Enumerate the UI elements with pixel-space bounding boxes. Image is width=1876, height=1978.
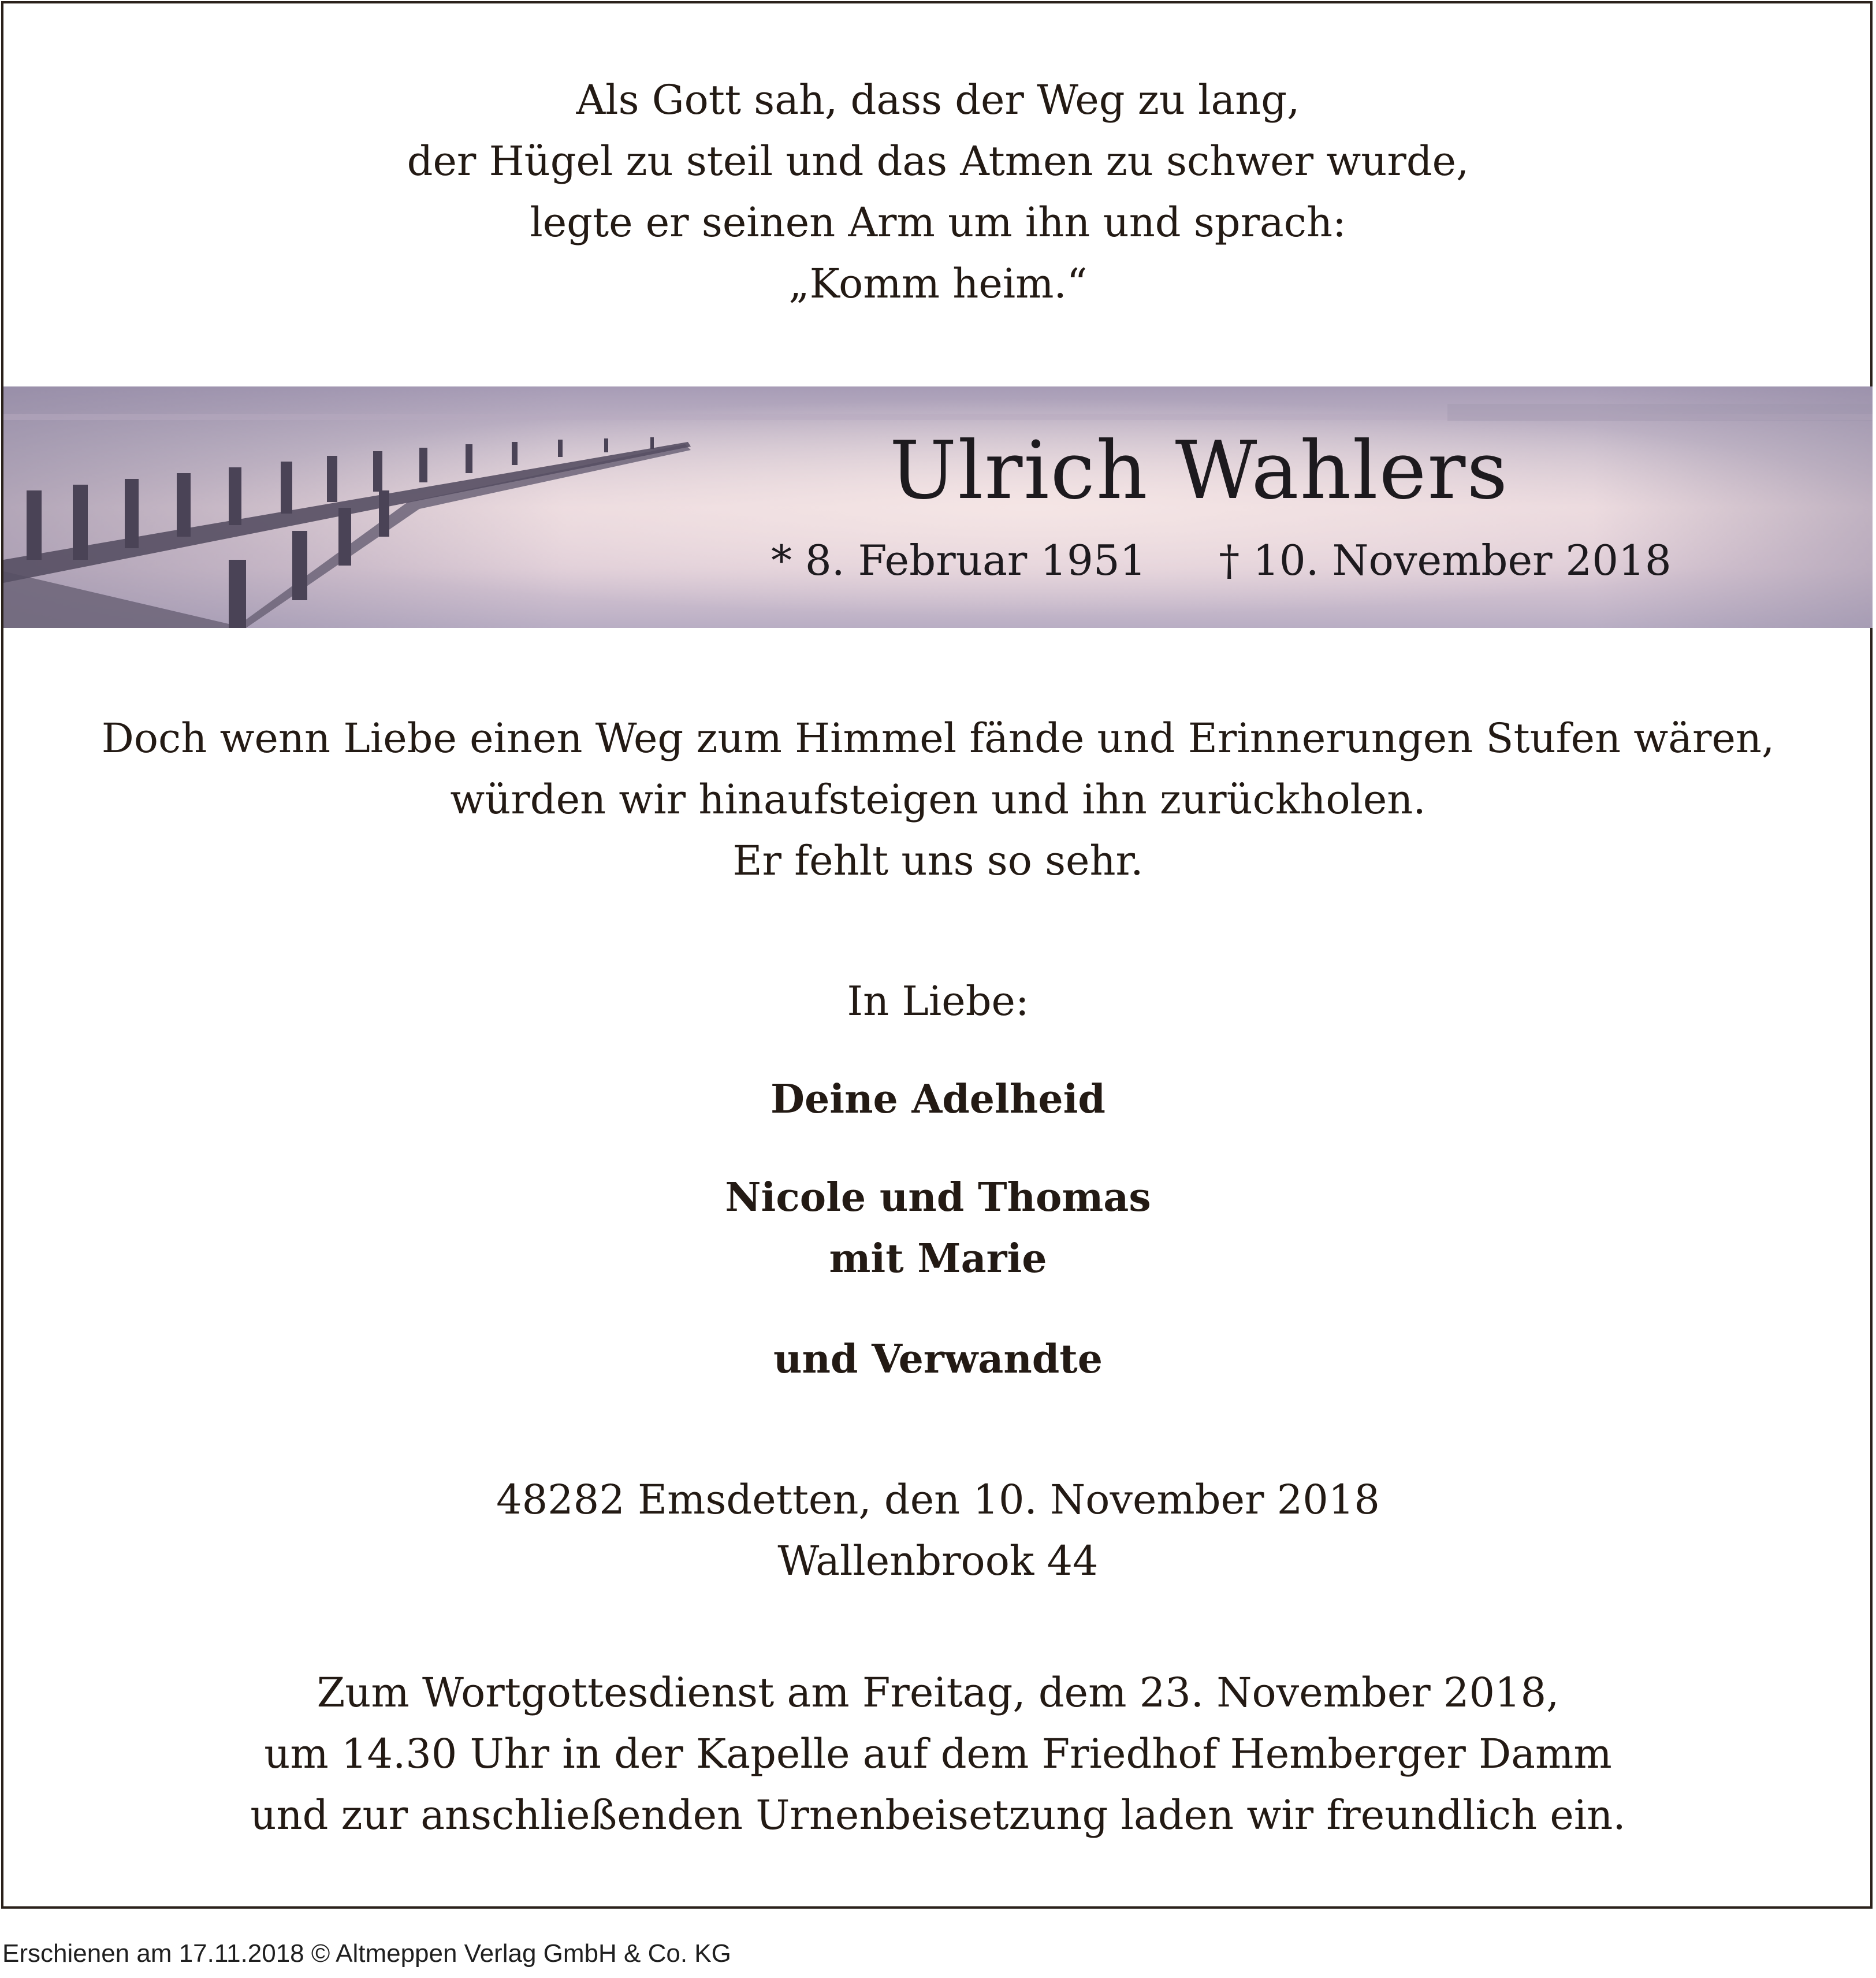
address-block: [0, 1469, 1876, 1592]
poem-line: Als Gott sah, dass der Weg zu lang,: [576, 76, 1300, 124]
verse-line: würden wir hinaufsteigen und ihn zurückholen.: [450, 776, 1426, 823]
address-line: Wallenbrook 44: [777, 1537, 1099, 1585]
verse-line: Doch wenn Liebe einen Weg zum Himmel fände und Erinnerungen Stufen wären,: [101, 715, 1775, 762]
publication-footer: Erschienen am 17.11.2018 © Altmeppen Verlag GmbH & Co. KG: [2, 1939, 731, 1968]
deceased-name: Ulrich Wahlers: [889, 424, 1509, 517]
service-line: Zum Wortgottesdienst am Freitag, dem 23. November 2018,: [317, 1669, 1559, 1716]
death-date: † 10. November 2018: [1219, 536, 1672, 585]
life-dates: [771, 531, 1672, 589]
poem-line: der Hügel zu steil und das Atmen zu schwer wurde,: [407, 137, 1469, 185]
birth-date: * 8. Februar 1951: [771, 536, 1147, 585]
mourner-group: [0, 1069, 1876, 1130]
mourner-name: Nicole und Thomas: [725, 1174, 1151, 1221]
service-invitation: [0, 1662, 1876, 1846]
service-line: um 14.30 Uhr in der Kapelle auf dem Friedhof Hemberger Damm: [264, 1730, 1612, 1778]
opening-poem: [0, 69, 1876, 314]
poem-line: legte er seinen Arm um ihn und sprach:: [530, 199, 1346, 246]
poem-line: „Komm heim.“: [788, 260, 1088, 307]
memorial-verse: [0, 708, 1876, 891]
mourner-name: Deine Adelheid: [770, 1076, 1106, 1122]
service-line: und zur anschließenden Urnenbeisetzung laden wir freundlich ein.: [250, 1791, 1626, 1839]
verse-line: Er fehlt uns so sehr.: [732, 837, 1144, 884]
mourner-group: [0, 1329, 1876, 1390]
mourner-name: und Verwandte: [773, 1336, 1103, 1382]
mourner-group: [0, 1167, 1876, 1289]
in-love-intro: In Liebe:: [847, 977, 1029, 1025]
mourner-name: mit Marie: [829, 1236, 1047, 1282]
address-line: 48282 Emsdetten, den 10. November 2018: [496, 1476, 1380, 1523]
